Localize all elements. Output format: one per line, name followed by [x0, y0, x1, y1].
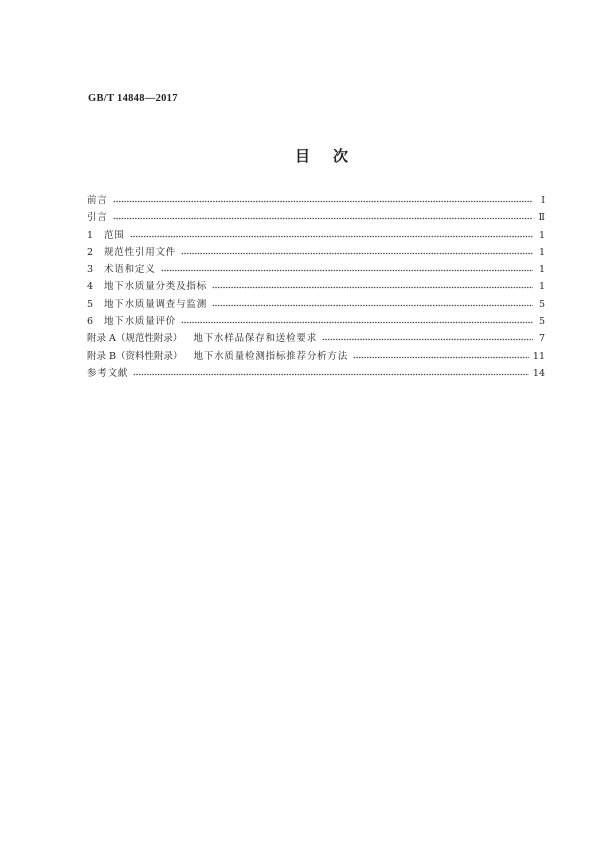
- toc-entry-section-4: [87, 278, 545, 295]
- page-title: 目 次: [295, 147, 353, 165]
- dot-leader: [130, 235, 533, 238]
- toc-entry-number: 4: [87, 281, 94, 293]
- dot-leader: [113, 200, 533, 203]
- toc-entry-number: 3: [87, 264, 94, 276]
- toc-entry-introduction: [87, 209, 545, 226]
- toc-entry-label: 参考文献: [87, 367, 129, 379]
- toc-entry-number: 6: [87, 316, 94, 328]
- dot-leader: [133, 373, 529, 376]
- toc-entry-references: [87, 365, 545, 382]
- toc-appendix-prefix: 附录 B（资料性附录）: [87, 350, 183, 362]
- toc-entry-number: 5: [87, 298, 94, 310]
- toc-entry-label: 地下水样品保存和送检要求: [193, 333, 317, 345]
- table-of-contents: [87, 192, 545, 382]
- toc-entry-section-1: [87, 227, 545, 244]
- toc-entry-label: 前言: [87, 195, 108, 206]
- toc-entry-page: 1: [538, 246, 545, 258]
- dot-leader: [181, 252, 533, 255]
- toc-entry-section-5: [87, 296, 545, 313]
- toc-entry-label: 地下水质量调查与监测: [104, 298, 208, 310]
- toc-entry-appendix-a: [87, 330, 545, 347]
- dot-leader: [353, 356, 529, 359]
- toc-appendix-prefix: 附录 A（规范性附录）: [87, 333, 183, 345]
- toc-entry-label: 地下水质量评价: [104, 316, 177, 328]
- toc-entry-page: 1: [538, 264, 545, 276]
- toc-entry-page: 1: [538, 281, 545, 293]
- toc-entry-page: Ⅰ: [541, 195, 545, 206]
- toc-entry-section-2: [87, 244, 545, 261]
- toc-entry-section-6: [87, 313, 545, 330]
- toc-entry-section-3: [87, 261, 545, 278]
- toc-entry-page: 5: [538, 316, 545, 328]
- standard-code: GB/T 14848—2017: [88, 93, 178, 104]
- toc-entry-page: Ⅱ: [538, 212, 545, 224]
- toc-entry-number: 2: [87, 246, 94, 258]
- toc-entry-label: 地下水质量检测指标推荐分析方法: [193, 350, 349, 362]
- toc-entry-page: 1: [538, 229, 545, 241]
- toc-entry-foreword: [87, 192, 545, 209]
- toc-entry-page: 11: [532, 350, 545, 362]
- toc-entry-label: 规范性引用文件: [104, 246, 177, 258]
- dot-leader: [212, 304, 533, 307]
- dot-leader: [212, 286, 533, 289]
- toc-entry-label: 引言: [87, 212, 108, 224]
- dot-leader: [322, 338, 533, 341]
- toc-entry-number: 1: [87, 229, 94, 241]
- toc-entry-page: 5: [538, 298, 545, 310]
- toc-entry-appendix-b: [87, 348, 545, 365]
- toc-entry-page: 7: [538, 333, 545, 345]
- toc-entry-page: 14: [532, 367, 545, 379]
- toc-entry-label: 地下水质量分类及指标: [104, 281, 208, 293]
- dot-leader: [113, 217, 533, 220]
- dot-leader: [161, 269, 533, 272]
- dot-leader: [181, 321, 533, 324]
- toc-entry-label: 术语和定义: [104, 264, 156, 276]
- toc-entry-label: 范围: [104, 229, 125, 241]
